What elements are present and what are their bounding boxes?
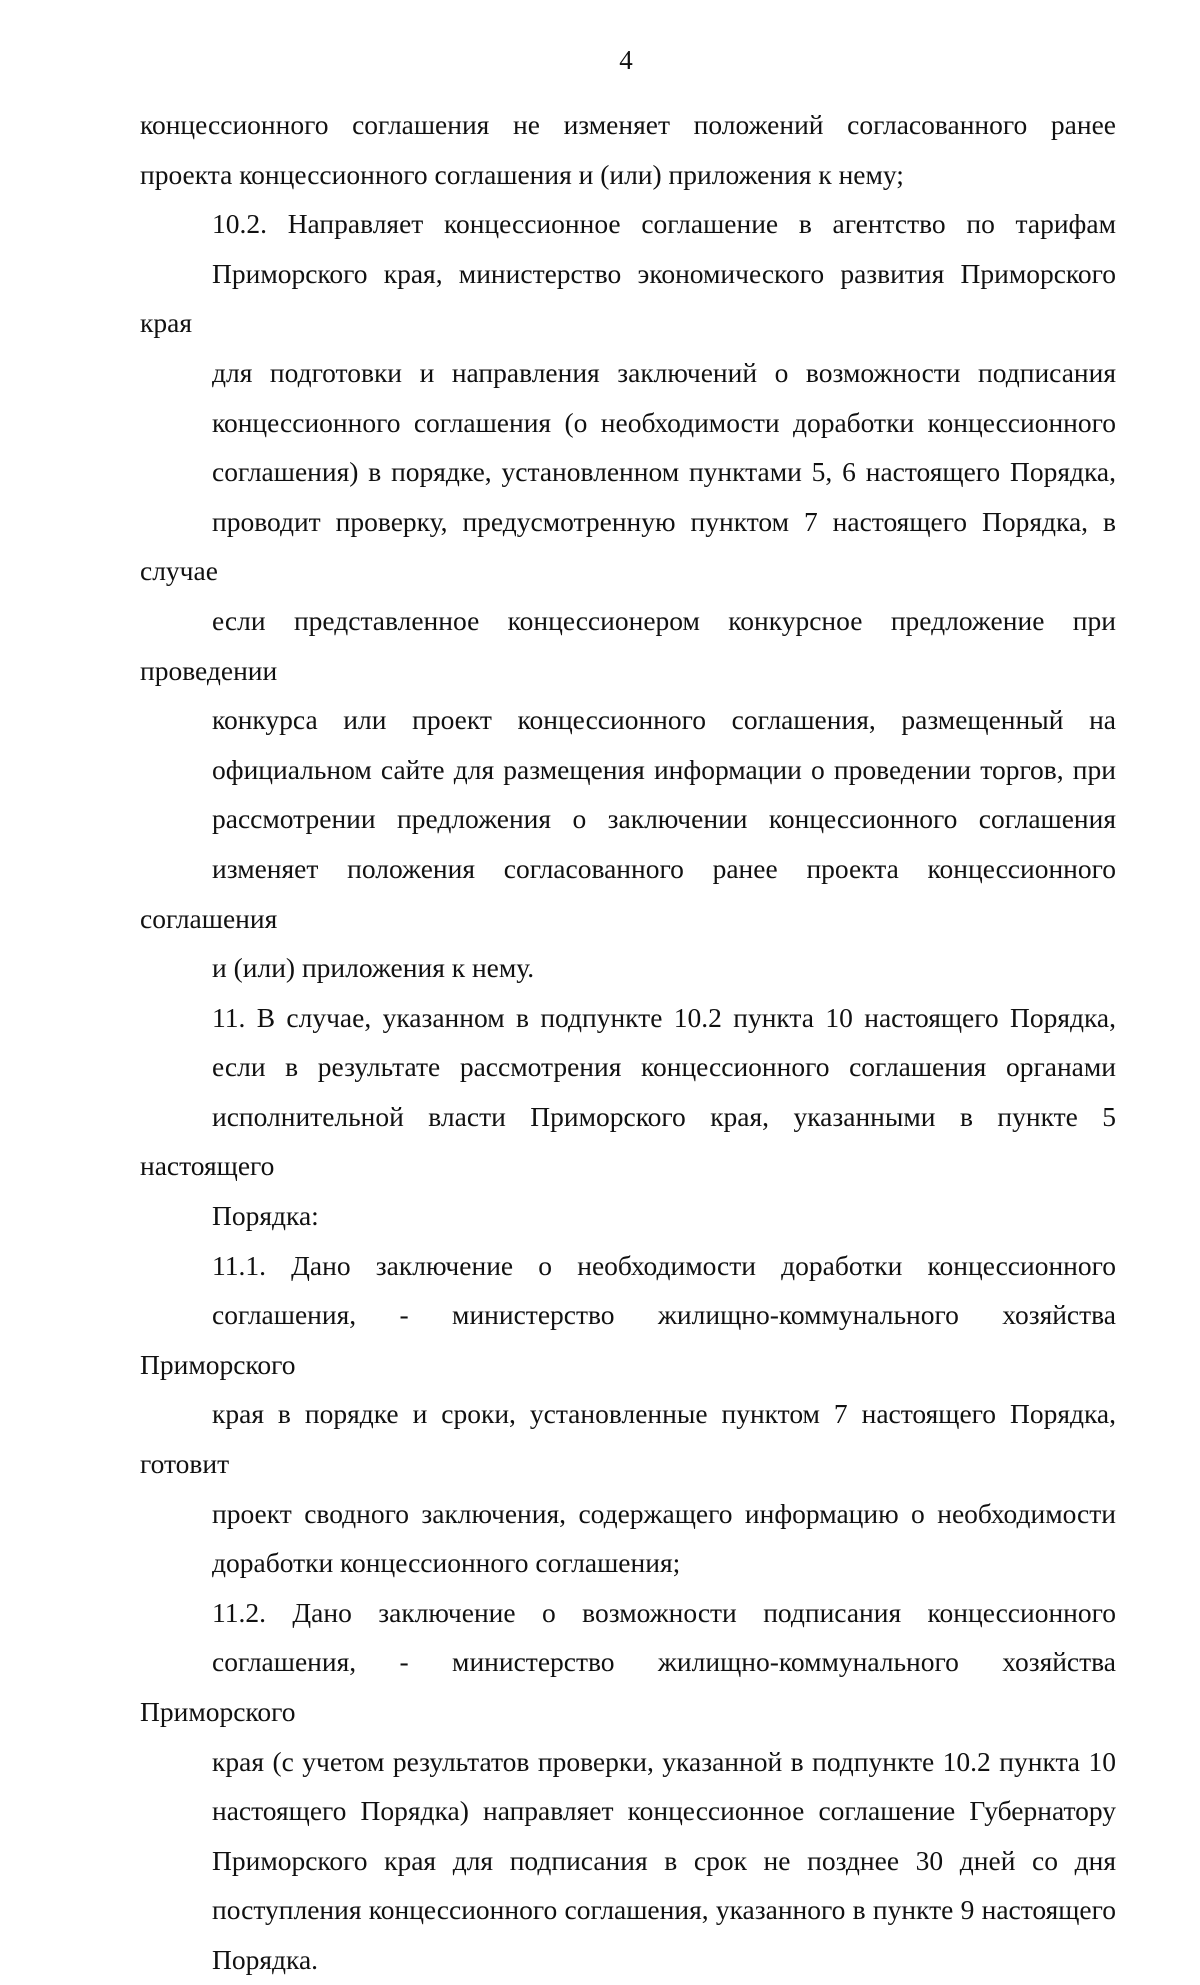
text-line: поступления концессионного соглашения, указанного в пункте 9 настоящего bbox=[212, 1894, 1116, 1926]
text-line: Порядка. bbox=[212, 1943, 319, 1975]
text-line: 11. В случае, указанном в подпункте 10.2 пункта 10 настоящего Порядка, bbox=[212, 1001, 1116, 1033]
text-line: настоящего Порядка) направляет концессионное соглашение Губернатору bbox=[212, 1795, 1116, 1827]
text-line: 11.1. Дано заключение о необходимости доработки концессионного bbox=[212, 1249, 1116, 1281]
text-line: края в порядке и сроки, установленные пунктом 7 настоящего Порядка, готовит bbox=[140, 1398, 1116, 1480]
paragraph-p0 bbox=[140, 100, 1116, 199]
paragraph-p4 bbox=[140, 1588, 1116, 1985]
text-line: соглашения) в порядке, установленном пунктами 5, 6 настоящего Порядка, bbox=[212, 456, 1116, 488]
paragraph-p1 bbox=[140, 199, 1116, 993]
text-line: Приморского края для подписания в срок не позднее 30 дней со дня bbox=[212, 1844, 1116, 1876]
text-line: соглашения, - министерство жилищно-коммунального хозяйства Приморского bbox=[140, 1646, 1116, 1727]
text-line: соглашения, - министерство жилищно-коммунального хозяйства Приморского bbox=[140, 1299, 1116, 1380]
text-line: Порядка: bbox=[212, 1200, 319, 1232]
text-line: 11.2. Дано заключение о возможности подписания концессионного bbox=[212, 1596, 1116, 1628]
text-line: для подготовки и направления заключений о возможности подписания bbox=[212, 356, 1116, 388]
text-line: концессионного соглашения (о необходимости доработки концессионного bbox=[212, 406, 1116, 438]
text-line: проводит проверку, предусмотренную пунктом 7 настоящего Порядка, в случае bbox=[140, 505, 1116, 587]
text-line: концессионного соглашения не изменяет положений согласованного ранее bbox=[140, 109, 1116, 140]
text-line: доработки концессионного соглашения; bbox=[212, 1547, 681, 1579]
page-number: 4 bbox=[619, 45, 633, 75]
text-line: официальном сайте для размещения информации о проведении торгов, при bbox=[212, 753, 1116, 785]
text-line: конкурса или проект концессионного соглашения, размещенный на bbox=[212, 704, 1116, 736]
text-line: проект сводного заключения, содержащего информацию о необходимости bbox=[212, 1497, 1116, 1529]
text-line: 10.2. Направляет концессионное соглашение в агентство по тарифам bbox=[212, 208, 1116, 240]
text-line: если представленное концессионером конкурсное предложение при проведении bbox=[140, 604, 1116, 686]
document-body bbox=[140, 100, 1116, 1985]
text-line: и (или) приложения к нему. bbox=[212, 952, 535, 984]
text-line: рассмотрении предложения о заключении концессионного соглашения bbox=[212, 803, 1116, 835]
text-line: Приморского края, министерство экономического развития Приморского края bbox=[140, 257, 1116, 339]
text-line: края (с учетом результатов проверки, указанной в подпункте 10.2 пункта 10 bbox=[212, 1745, 1116, 1777]
paragraph-p2 bbox=[140, 993, 1116, 1241]
text-line: исполнительной власти Приморского края, указанными в пункте 5 настоящего bbox=[140, 1100, 1116, 1182]
text-line: если в результате рассмотрения концессионного соглашения органами bbox=[212, 1051, 1116, 1083]
text-line: изменяет положения согласованного ранее проекта концессионного соглашения bbox=[140, 852, 1116, 934]
text-line: проекта концессионного соглашения и (или) приложения к нему; bbox=[140, 158, 904, 190]
paragraph-p3 bbox=[140, 1241, 1116, 1588]
